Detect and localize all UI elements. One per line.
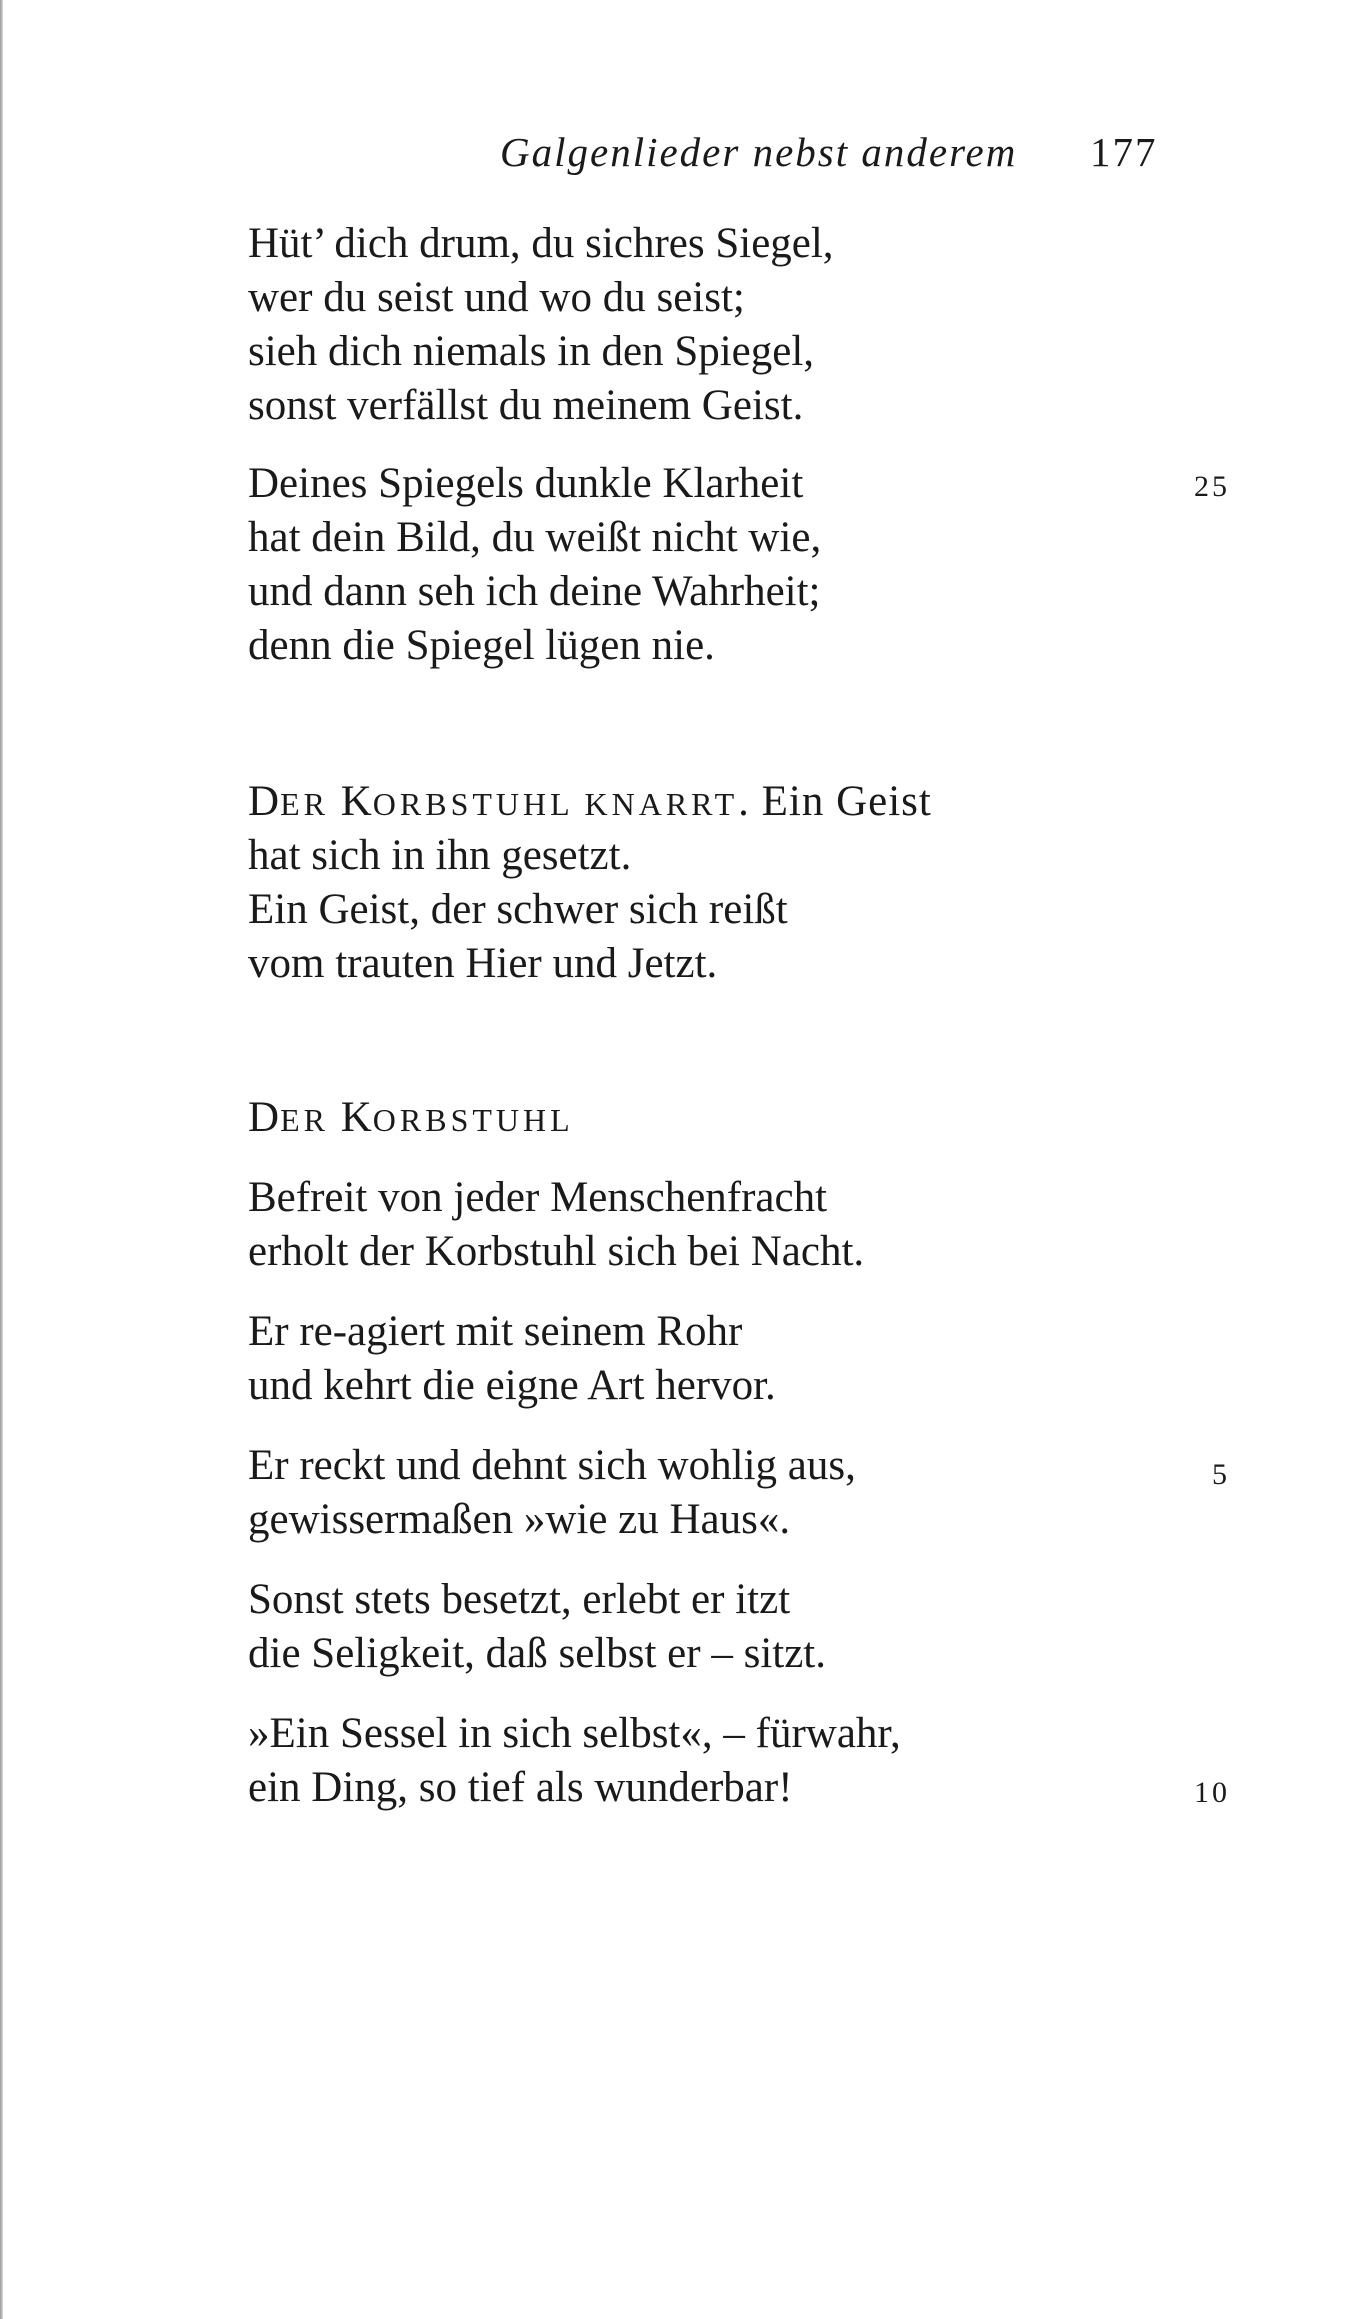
- poem-title: [248, 1096, 574, 1139]
- title-initial: K: [340, 778, 373, 825]
- verse-line: sonst verfällst du meinem Geist.: [248, 382, 804, 429]
- verse-line: hat sich in ihn gesetzt.: [248, 832, 632, 879]
- title-smallcaps: ORBSTUHL KNARRT: [372, 786, 739, 822]
- title-smallcaps: ER: [280, 786, 329, 822]
- verse-line: Hüt’ dich drum, du sichres Siegel,: [248, 220, 834, 267]
- title-initial: K: [340, 1094, 373, 1141]
- title-initial: D: [248, 1094, 281, 1141]
- title-initial: D: [248, 778, 281, 825]
- verse-line: ein Ding, so tief als wunderbar!: [248, 1764, 793, 1811]
- poem-title-line: [248, 780, 932, 823]
- line-number: 10: [1194, 1776, 1230, 1809]
- verse-line: denn die Spiegel lügen nie.: [248, 622, 715, 669]
- running-head: Galgenlieder nebst anderem: [500, 129, 1018, 175]
- verse-line: und dann seh ich deine Wahrheit;: [248, 568, 821, 615]
- page-edge: [0, 0, 3, 2319]
- verse-line: sieh dich niemals in den Spiegel,: [248, 328, 815, 375]
- verse-line: vom trauten Hier und Jetzt.: [248, 940, 718, 987]
- verse-line: die Seligkeit, daß selbst er – sitzt.: [248, 1630, 827, 1677]
- page-number: 177: [1090, 129, 1158, 175]
- verse-line: Er reckt und dehnt sich wohlig aus,: [248, 1442, 856, 1489]
- title-tail: . Ein Geist: [738, 778, 932, 825]
- verse-line: erholt der Korbstuhl sich bei Nacht.: [248, 1228, 865, 1275]
- verse-line: hat dein Bild, du weißt nicht wie,: [248, 514, 822, 561]
- line-number: 25: [1194, 470, 1230, 503]
- verse-line: Deines Spiegels dunkle Klarheit: [248, 460, 804, 507]
- verse-line: und kehrt die eigne Art hervor.: [248, 1362, 776, 1409]
- verse-line: Befreit von jeder Menschenfracht: [248, 1174, 828, 1221]
- verse-line: wer du seist und wo du seist;: [248, 274, 745, 321]
- verse-line: gewissermaßen »wie zu Haus«.: [248, 1496, 791, 1543]
- verse-line: Sonst stets besetzt, erlebt er itzt: [248, 1576, 791, 1623]
- verse-line: »Ein Sessel in sich selbst«, – fürwahr,: [248, 1710, 901, 1757]
- verse-line: Ein Geist, der schwer sich reißt: [248, 886, 788, 933]
- title-smallcaps: ORBSTUHL: [372, 1102, 574, 1138]
- title-smallcaps: ER: [280, 1102, 329, 1138]
- verse-line: Er re-agiert mit seinem Rohr: [248, 1308, 743, 1355]
- line-number: 5: [1212, 1458, 1230, 1491]
